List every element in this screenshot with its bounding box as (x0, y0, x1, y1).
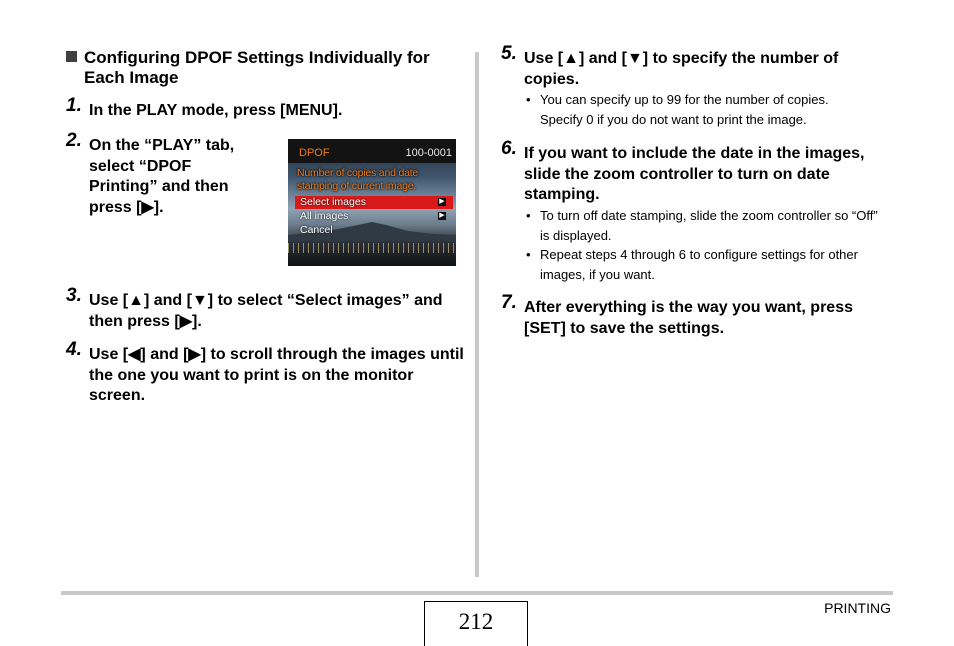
step-4: 4. Use [◀] and [▶] to scroll through the images until the one you want to print is on the monitor screen. (66, 339, 464, 404)
file-number: 100-0001 (405, 147, 452, 159)
option-select-images: Select images ▶ (295, 196, 453, 209)
screen-title: DPOF (299, 147, 330, 159)
city-lights (288, 243, 456, 253)
screen-message: Number of copies and date stamping of current image. (297, 167, 419, 192)
square-bullet-icon (66, 51, 77, 62)
step-2: 2. On the “PLAY” tab, select “DPOF Printing” and then press [▶]. (66, 130, 235, 216)
section-label: PRINTING (824, 600, 891, 616)
step-6: 6. If you want to include the date in the images, slide the zoom controller to turn on date stamping. (501, 138, 865, 203)
step-1: 1. In the PLAY mode, press [MENU]. (66, 95, 343, 119)
list-item: • Repeat steps 4 through 6 to configure settings for other images, if you want. (524, 245, 889, 284)
dpof-screen-image (288, 139, 456, 266)
footer-rule (61, 591, 893, 595)
option-all-images: All images ▶ (300, 210, 445, 222)
list-item: • To turn off date stamping, slide the zoom controller so “Off” is displayed. (524, 206, 889, 245)
column-divider (475, 52, 479, 577)
step-6-notes (524, 206, 889, 284)
step-5: 5. Use [▲] and [▼] to specify the number of copies. (501, 43, 839, 88)
option-cancel: Cancel (300, 224, 333, 236)
step-7: 7. After everything is the way you want, press [SET] to save the settings. (501, 292, 853, 337)
right-arrow-icon: ▶ (439, 198, 445, 205)
screen-titlebar (288, 139, 456, 163)
right-arrow-icon: ▶ (439, 212, 445, 219)
step-5-notes (524, 90, 874, 129)
step-3: 3. Use [▲] and [▼] to select “Select images” and then press [▶]. (66, 285, 443, 330)
page-number: 212 (424, 601, 528, 646)
list-item: • You can specify up to 99 for the number of copies. Specify 0 if you do not want to print the image. (524, 90, 874, 129)
section-heading: Configuring DPOF Settings Individually for Each Image (66, 48, 456, 88)
